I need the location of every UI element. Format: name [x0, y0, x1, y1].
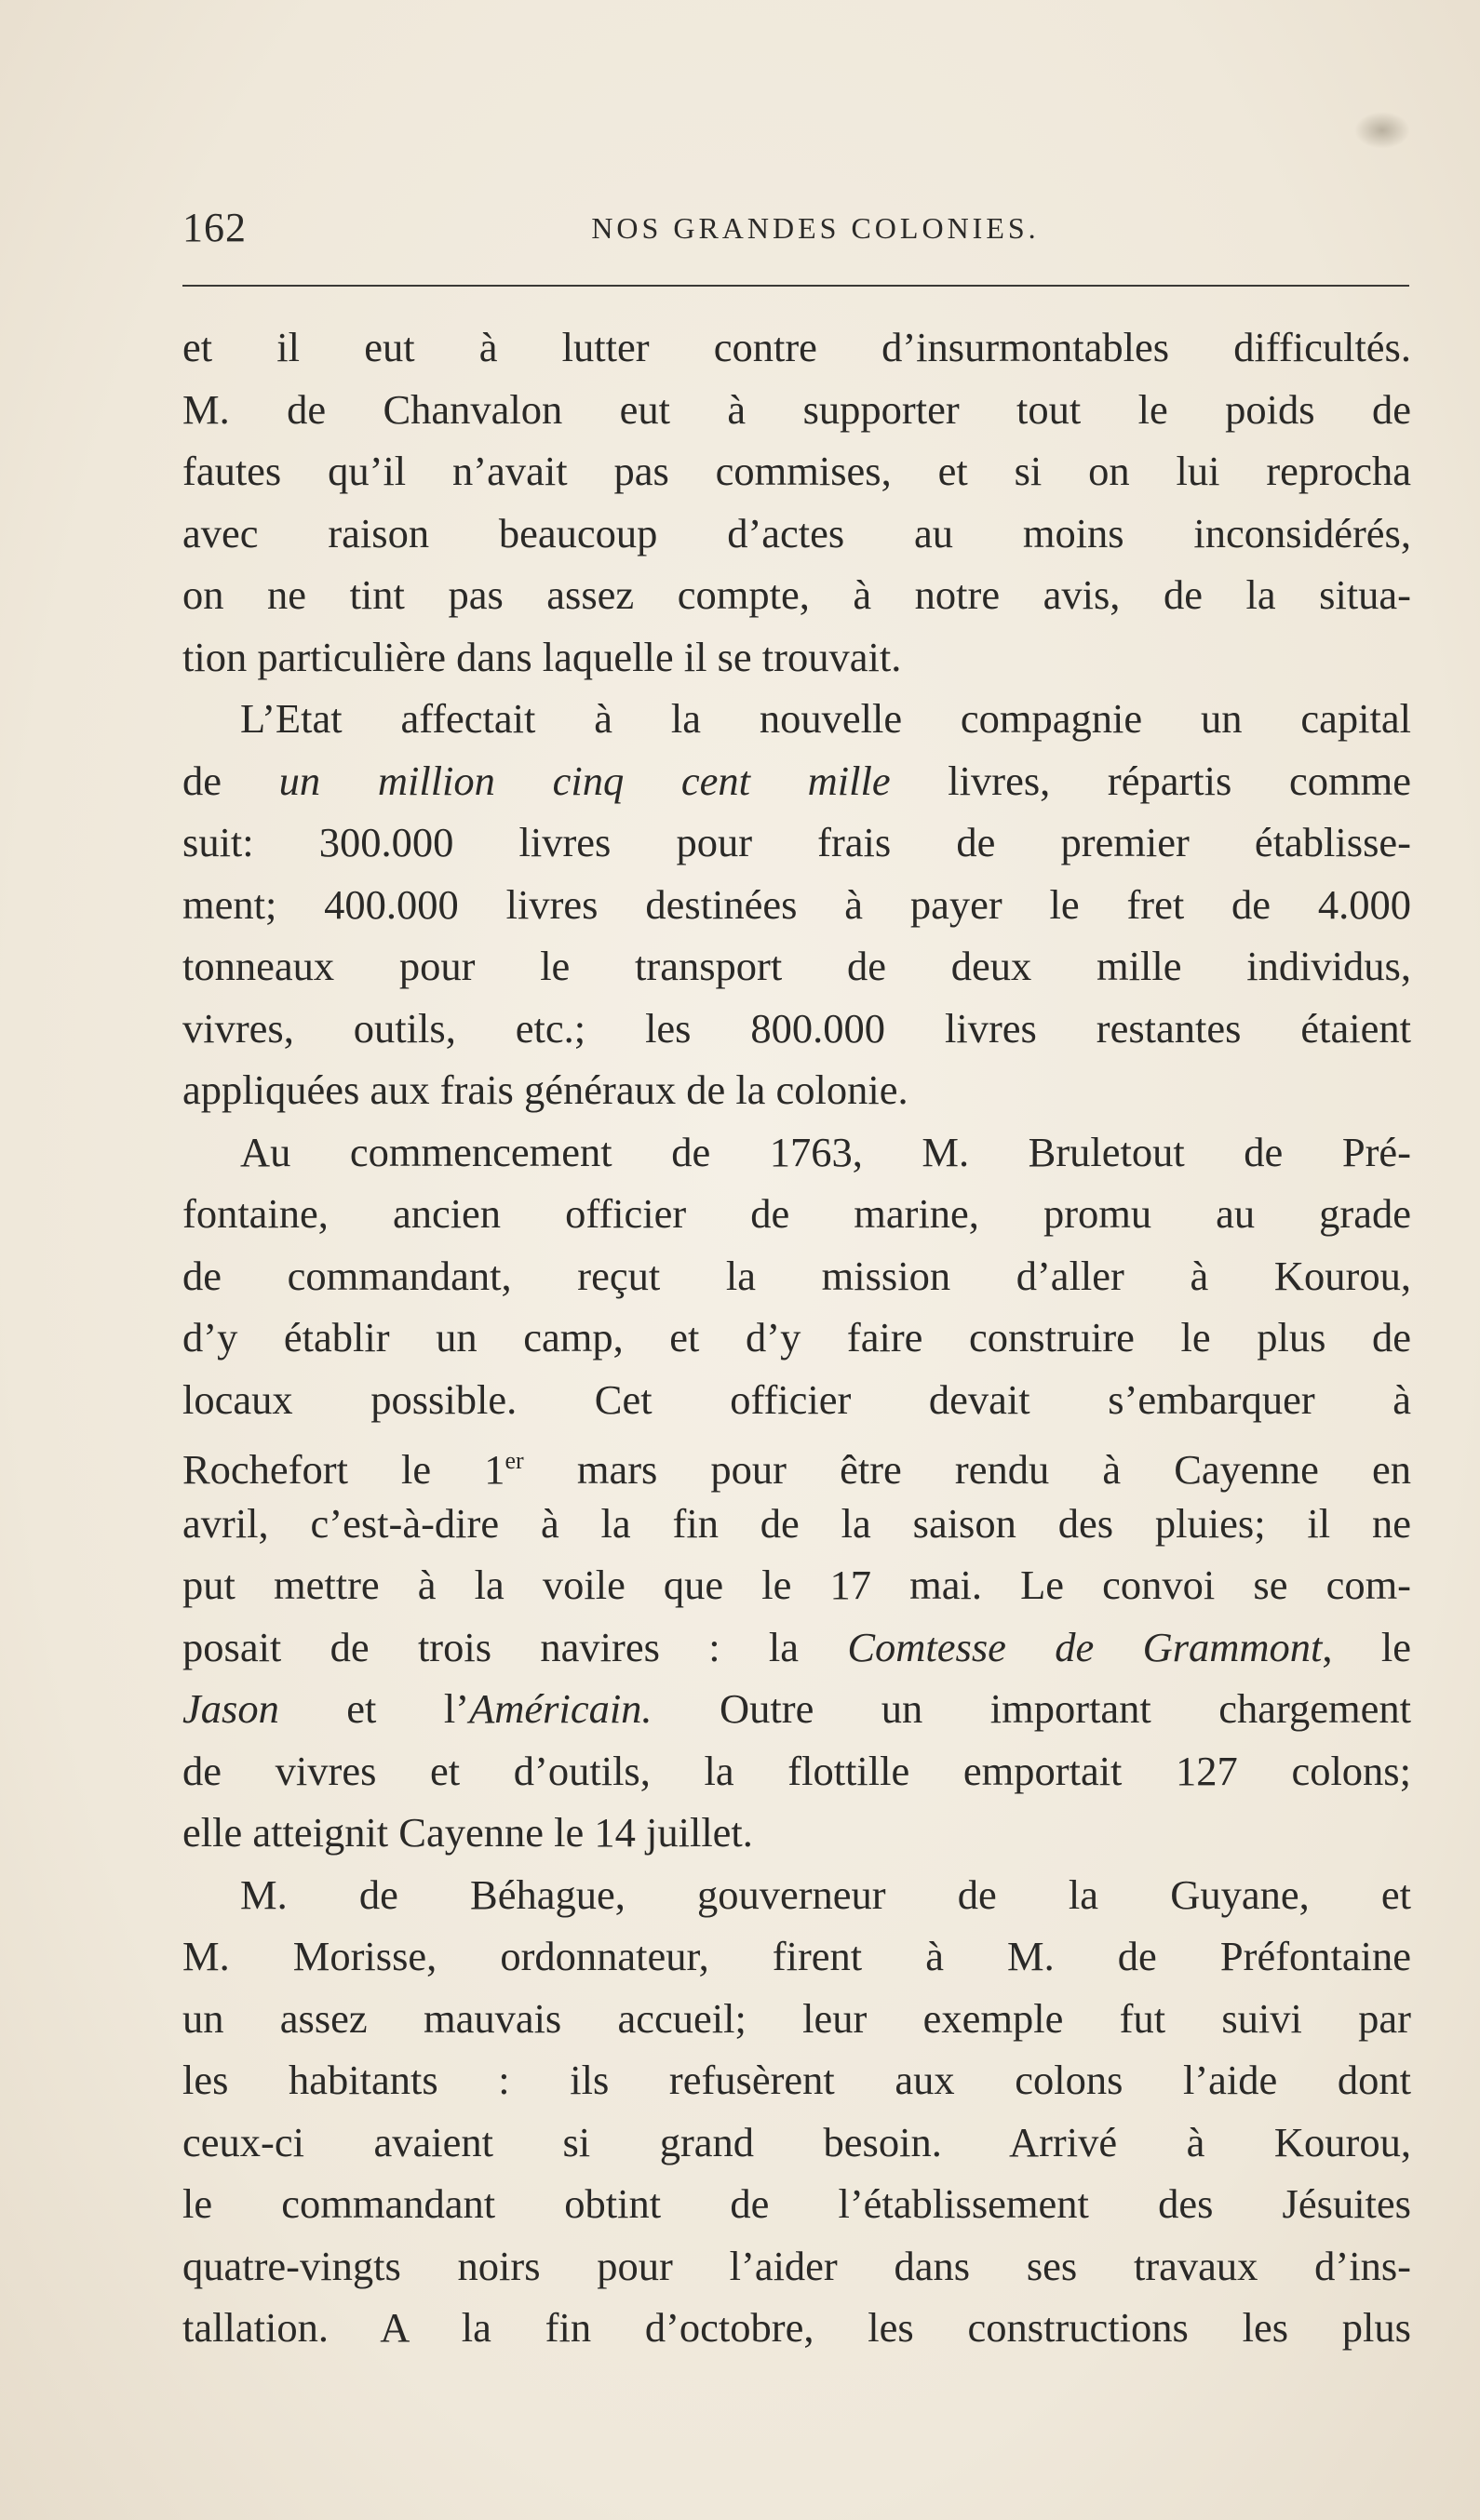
body-text: [182, 316, 1411, 2359]
running-title: NOS GRANDES COLONIES.: [591, 211, 1040, 245]
text-line: de commandant, reçut la mission d’aller à Kourou,: [182, 1252, 1411, 1299]
text-line-with-superscript: [182, 1430, 1411, 1493]
italic-segment: un million cinq cent mille: [278, 757, 891, 804]
header-rule: [182, 285, 1409, 287]
text-line: d’y établir un camp, et d’y faire construire le plus de: [182, 1314, 1411, 1361]
text-line: Au commencement de 1763, M. Bruletout de Pré-: [240, 1128, 1411, 1175]
text-line: ment; 400.000 livres destinées à payer le fret de 4.000: [182, 880, 1411, 928]
text-line: M. de Chanvalon eut à supporter tout le poids de: [182, 385, 1411, 433]
text-line: tonneaux pour le transport de deux mille individus,: [182, 943, 1411, 989]
text-line: on ne tint pas assez compte, à notre avis, de la situa-: [182, 571, 1411, 618]
text-line: fontaine, ancien officier de marine, promu au grade: [182, 1190, 1411, 1237]
text-segment: mars pour être rendu à Cayenne en: [523, 1445, 1411, 1493]
text-line-with-italic: [182, 750, 1411, 812]
text-line: appliquées aux frais généraux de la colonie.: [182, 1066, 908, 1113]
italic-segment: Jason: [182, 1685, 279, 1732]
text-segment: Outre un important chargement: [720, 1685, 1412, 1732]
text-line: M. de Béhague, gouverneur de la Guyane, et: [240, 1870, 1411, 1918]
text-line-with-italic: [182, 1616, 1411, 1679]
text-line: locaux possible. Cet officier devait s’embarquer à: [182, 1375, 1411, 1423]
text-line: M. Morisse, ordonnateur, firent à M. de Préfontaine: [182, 1933, 1411, 1979]
superscript: er: [505, 1447, 524, 1474]
text-line: de vivres et d’outils, la flottille emportait 127 colons;: [182, 1747, 1411, 1794]
text-line: et il eut à lutter contre d’insurmontables difficultés.: [182, 324, 1411, 370]
text-line: tion particulière dans laquelle il se trouvait.: [182, 633, 902, 680]
italic-segment: Américain.: [469, 1685, 653, 1732]
text-line: elle atteignit Cayenne le 14 juillet.: [182, 1809, 753, 1856]
text-line: avril, c’est-à-dire à la fin de la saison des pluies; il ne: [182, 1499, 1411, 1547]
text-line: fautes qu’il n’avait pas commises, et si on lui reprocha: [182, 448, 1411, 494]
text-line-with-italic: [182, 1678, 1411, 1740]
text-line: put mettre à la voile que le 17 mai. Le convoi se com-: [182, 1562, 1411, 1608]
ink-smudge: [1354, 112, 1410, 149]
italic-segment: Comtesse de Grammont: [847, 1623, 1323, 1670]
text-line: avec raison beaucoup d’actes au moins inconsidérés,: [182, 509, 1411, 556]
text-segment: de: [182, 757, 279, 804]
text-line: L’Etat affectait à la nouvelle compagnie un capital: [240, 695, 1411, 742]
page-header: [182, 200, 1411, 256]
text-line: un assez mauvais accueil; leur exemple fut suivi par: [182, 1994, 1411, 2042]
text-segment: , le: [1322, 1623, 1411, 1670]
text-line: quatre-vingts noirs pour l’aider dans ses travaux d’ins-: [182, 2242, 1411, 2289]
text-line: ceux-ci avaient si grand besoin. Arrivé à Kourou,: [182, 2118, 1411, 2165]
text-segment: et l’: [278, 1685, 470, 1732]
text-line: suit: 300.000 livres pour frais de premier établisse-: [182, 819, 1411, 865]
text-line: les habitants : ils refusèrent aux colons l’aide dont: [182, 2057, 1411, 2103]
text-segment: posait de trois navires : la: [182, 1623, 848, 1670]
text-line: le commandant obtint de l’établissement des Jésuites: [182, 2180, 1411, 2227]
page-number: 162: [182, 205, 247, 250]
text-line: vivres, outils, etc.; les 800.000 livres restantes étaient: [182, 1004, 1411, 1052]
text-segment: livres, répartis comme: [890, 757, 1411, 804]
text-segment: Rochefort le 1: [182, 1445, 505, 1493]
text-line: tallation. A la fin d’octobre, les constructions les plus: [182, 2304, 1411, 2351]
